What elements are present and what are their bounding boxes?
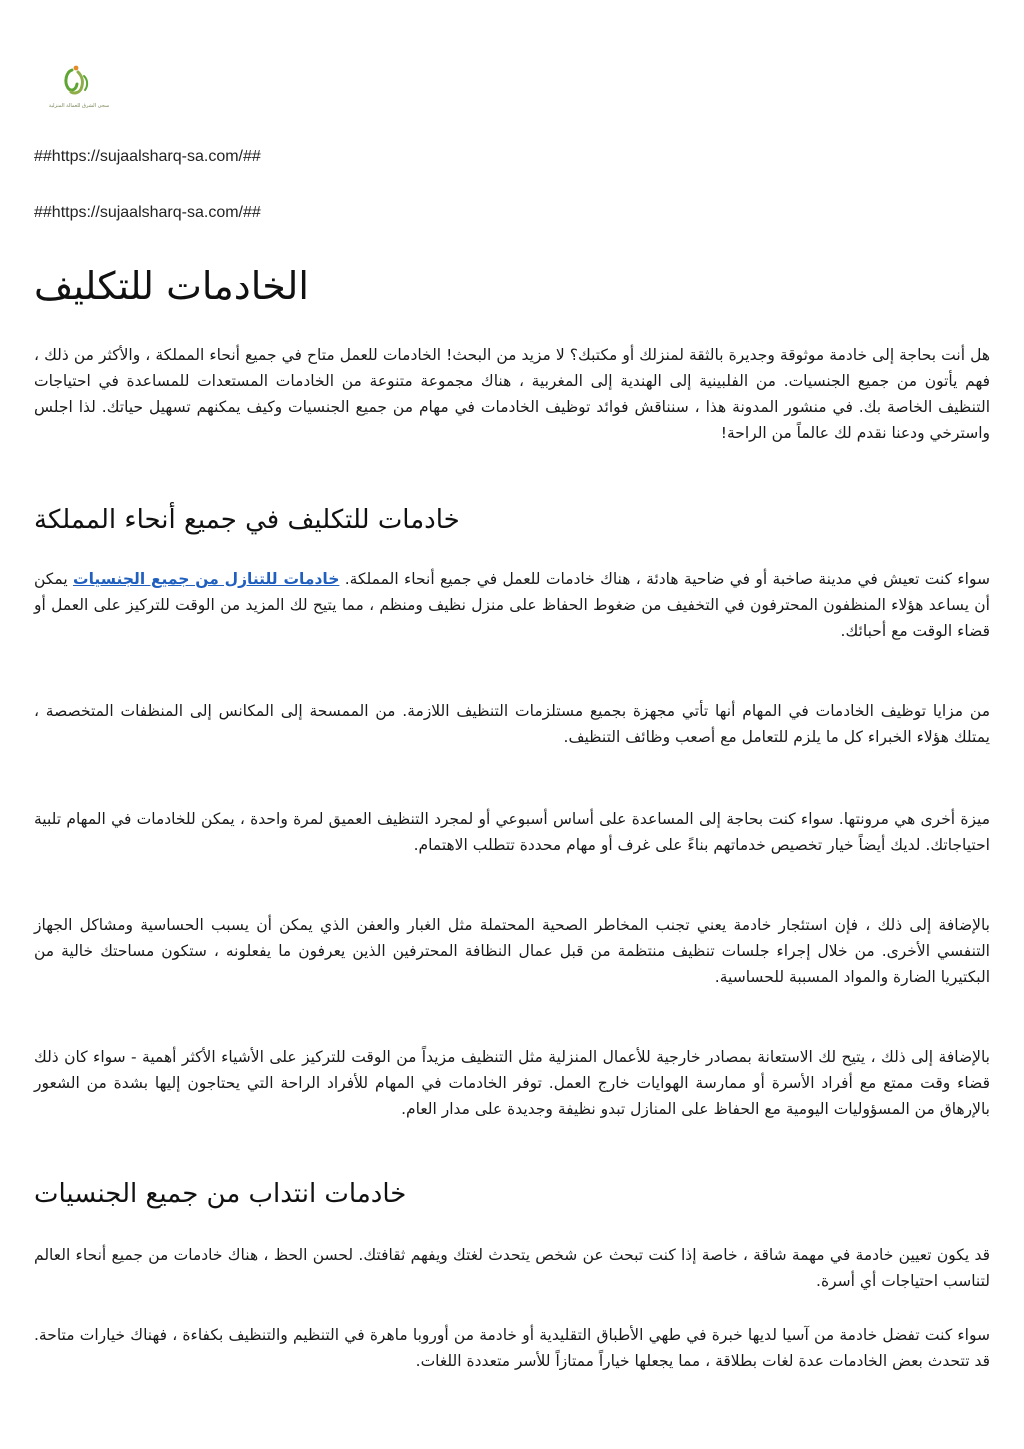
nationalities-link[interactable]: خادمات للتنازل من جميع الجنسيات [73, 570, 340, 588]
logo-mark-icon [34, 62, 124, 114]
section1-paragraph-2: من مزايا توظيف الخادمات في المهام أنها تأتي مجهزة بجميع مستلزمات التنظيف اللازمة. من الممسحة إلى المكانس إلى المنظفات المتخصصة ، يمتلك هؤلاء الخبراء كل ما يلزم للتعامل مع أصعب وظائف التنظيف. [34, 702, 990, 746]
section-heading-1: خادمات للتكليف في جميع أنحاء المملكة [34, 505, 460, 535]
page-title: الخادمات للتكليف [34, 264, 309, 308]
section2-paragraph-2: سواء كنت تفضل خادمة من آسيا لديها خبرة في طهي الأطباق التقليدية أو خادمة من أوروبا ماهرة في التنظيم والتنظيف بكفاءة ، فهناك خيارات متاحة. قد تتحدث بعض الخادمات عدة لغات بطلاقة ، مما يجعلها خياراً ممتازاً للأسر متعددة اللغات. [34, 1326, 990, 1370]
section1-paragraph-1 [34, 566, 990, 644]
section2-paragraph-1: قد يكون تعيين خادمة في مهمة شاقة ، خاصة إذا كنت تبحث عن شخص يتحدث لغتك ويفهم ثقافتك. لحسن الحظ ، هناك خادمات من جميع أنحاء العالم لتناسب احتياجات أي أسرة. [34, 1246, 990, 1290]
section1-paragraph-5: بالإضافة إلى ذلك ، يتيح لك الاستعانة بمصادر خارجية للأعمال المنزلية مثل التنظيف مزيداً من الوقت للتركيز على الأشياء الأكثر أهمية - سواء كان ذلك قضاء وقت ممتع مع أفراد الأسرة أو ممارسة الهوايات خارج العمل. توفر الخادمات في المهام للأفراد الراحة التي يحتاجون إليها بشدة من الشعور بالإرهاق من المسؤوليات اليومية مع الحفاظ على المنازل تبدو نظيفة وجديدة على مدار العام. [34, 1048, 990, 1118]
section-heading-2: خادمات انتداب من جميع الجنسيات [34, 1179, 407, 1209]
section1-paragraph-4: بالإضافة إلى ذلك ، فإن استئجار خادمة يعني تجنب المخاطر الصحية المحتملة مثل الغبار والعفن الذي يمكن أن يسبب الحساسية ومشاكل الجهاز التنفسي الأخرى. من خلال إجراء جلسات تنظيف منتظمة من قبل عمال النظافة المحترفين الذين يعرفون ما يفعلونه ، ستكون مساحتك خالية من البكتيريا الضارة والمواد المسببة للحساسية. [34, 916, 990, 986]
source-url-1: ##https://sujaalsharq-sa.com/## [34, 148, 261, 165]
source-url-2: ##https://sujaalsharq-sa.com/## [34, 204, 261, 221]
section1-p1-text-b: يمكن أن يساعد هؤلاء المنظفون المحترفون في التخفيف من ضغوط الحفاظ على منزل نظيف ومنظم ، مما يتيح لك المزيد من الوقت للتركيز على العمل أو قضاء الوقت مع أحبائك. [34, 570, 990, 640]
svg-text:سجى الشرق للعمالة المنزلية: سجى الشرق للعمالة المنزلية [48, 103, 110, 109]
section1-paragraph-3: ميزة أخرى هي مرونتها. سواء كنت بحاجة إلى المساعدة على أساس أسبوعي أو لمجرد التنظيف العميق لمرة واحدة ، يمكن للخادمات في المهام تلبية احتياجاتك. لديك أيضاً خيار تخصيص خدماتهم بناءً على غرف أو مهام محددة تتطلب الاهتمام. [34, 810, 990, 854]
section1-p1-text-a: سواء كنت تعيش في مدينة صاخبة أو في ضاحية هادئة ، هناك خادمات للعمل في جميع أنحاء المملكة. [344, 570, 990, 588]
intro-paragraph: هل أنت بحاجة إلى خادمة موثوقة وجديرة بالثقة لمنزلك أو مكتبك؟ لا مزيد من البحث! الخادمات للعمل متاح في جميع أنحاء المملكة ، والأكثر من ذلك ، فهم يأتون من جميع الجنسيات. من الفلبينية إلى الهندية إلى المغربية ، هناك مجموعة متنوعة من الخادمات المستعدات للمساعدة في احتياجات التنظيف الخاصة بك. في منشور المدونة هذا ، سنناقش فوائد توظيف الخادمات في مهام من جميع الجنسيات وكيف يمكنهم تسهيل حياتك. لذا اجلس واسترخي ودعنا نقدم لك عالماً من الراحة! [34, 346, 990, 442]
company-logo [34, 62, 124, 114]
